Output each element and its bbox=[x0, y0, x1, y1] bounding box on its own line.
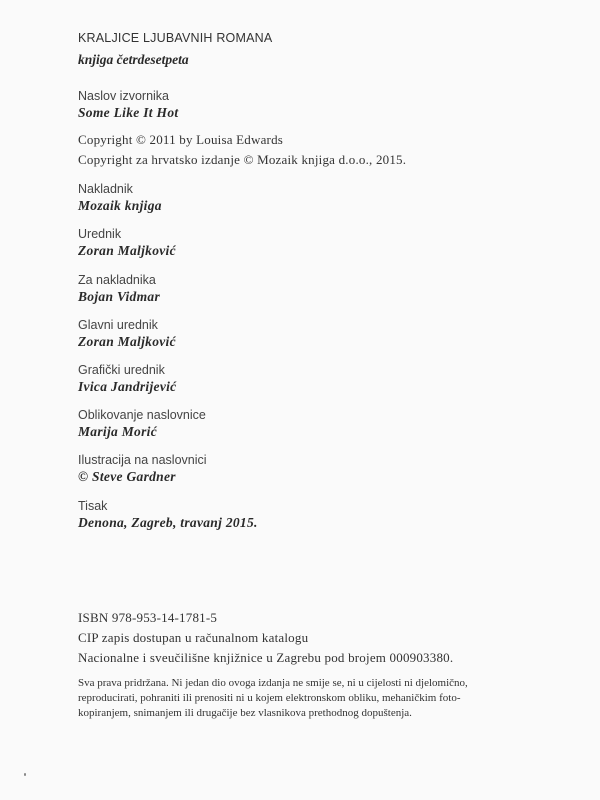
credit-editor bbox=[78, 226, 176, 260]
rights-line-1: Sva prava pridržana. Ni jedan dio ovoga izdanja ne smije se, ni u cijelosti ni djelomično, bbox=[78, 677, 468, 689]
credit-publisher bbox=[78, 181, 162, 215]
credit-for-publisher bbox=[78, 272, 160, 306]
copyright-line-1: Copyright © 2011 by Louisa Edwards bbox=[78, 132, 284, 147]
credit-value: Denona, Zagreb, travanj 2015. bbox=[78, 515, 258, 530]
credit-label: Glavni urednik bbox=[78, 318, 158, 332]
credit-graphic-editor bbox=[78, 362, 176, 396]
copyright-line-2: Copyright za hrvatsko izdanje © Mozaik knjiga d.o.o., 2015. bbox=[78, 152, 407, 167]
credit-value: Marija Morić bbox=[78, 424, 157, 439]
rights-line-3: kopiranjem, snimanjem ili drugačije bez vlasnikova prethodnog dopuštenja. bbox=[78, 707, 412, 719]
credit-label: Urednik bbox=[78, 227, 122, 241]
rights-notice bbox=[78, 676, 538, 721]
original-title-block bbox=[78, 88, 178, 122]
credit-chief-editor bbox=[78, 317, 176, 351]
credit-cover-illustration bbox=[78, 452, 207, 486]
credit-label: Oblikovanje naslovnice bbox=[78, 408, 206, 422]
series-title: KRALJICE LJUBAVNIH ROMANA bbox=[78, 31, 273, 45]
credit-label: Za nakladnika bbox=[78, 273, 156, 287]
cip-line-3: Nacionalne i sveučilišne knjižnice u Zagrebu pod brojem 000903380. bbox=[78, 650, 454, 665]
cip-line-2: CIP zapis dostupan u računalnom katalogu bbox=[78, 630, 309, 645]
credit-value: Zoran Maljković bbox=[78, 334, 176, 349]
copyright-block bbox=[78, 130, 406, 170]
scan-speck bbox=[24, 773, 26, 776]
credit-cover-design bbox=[78, 407, 206, 441]
cip-block bbox=[78, 608, 453, 668]
credit-value: © Steve Gardner bbox=[78, 469, 176, 484]
original-title-value: Some Like It Hot bbox=[78, 105, 179, 120]
credit-label: Tisak bbox=[78, 499, 108, 513]
credit-value: Ivica Jandrijević bbox=[78, 379, 177, 394]
credit-label: Grafički urednik bbox=[78, 363, 165, 377]
credit-value: Mozaik knjiga bbox=[78, 198, 162, 213]
credit-label: Ilustracija na naslovnici bbox=[78, 453, 207, 467]
credit-printing bbox=[78, 498, 258, 532]
rights-line-2: reproducirati, pohraniti ili prenositi ni u kojem elektronskom obliku, mehaničkim foto- bbox=[78, 692, 461, 704]
series-subtitle: knjiga četrdesetpeta bbox=[78, 52, 189, 67]
isbn: ISBN 978-953-14-1781-5 bbox=[78, 610, 218, 625]
credit-value: Zoran Maljković bbox=[78, 243, 176, 258]
credit-value: Bojan Vidmar bbox=[78, 289, 161, 304]
original-title-label: Naslov izvornika bbox=[78, 89, 170, 103]
credit-label: Nakladnik bbox=[78, 182, 133, 196]
